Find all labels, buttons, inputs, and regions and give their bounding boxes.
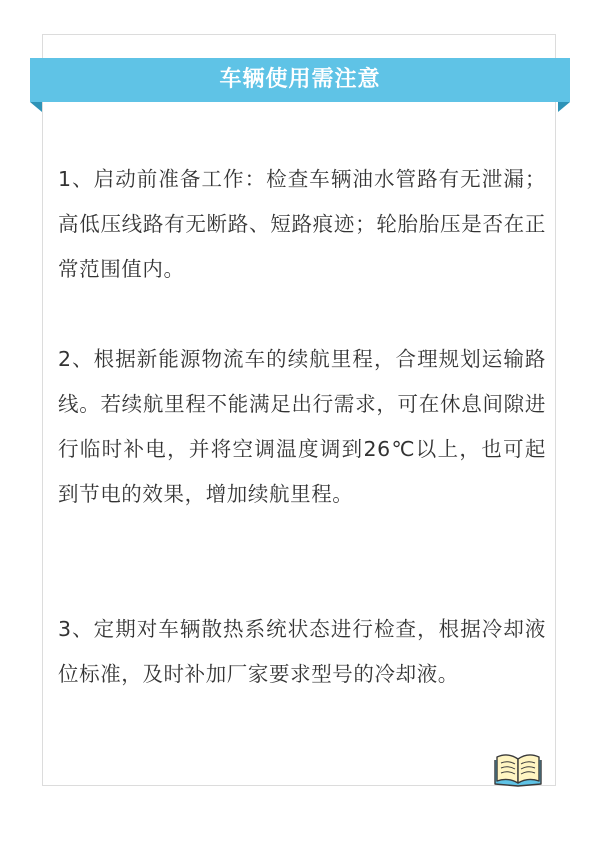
paragraph-1: 1、启动前准备工作：检查车辆油水管路有无泄漏；高低压线路有无断路、短路痕迹；轮胎胎压是否在正常范围值内。: [58, 167, 546, 281]
banner-fold-right: [558, 102, 570, 112]
banner-fold-left: [30, 102, 42, 112]
open-book-icon: [492, 748, 544, 788]
paragraph-3: 3、定期对车辆散热系统状态进行检查，根据冷却液位标准，及时补加厂家要求型号的冷却液。: [58, 617, 546, 686]
paragraph-2: 2、根据新能源物流车的续航里程，合理规划运输路线。若续航里程不能满足出行需求，可在休息间隙进行临时补电，并将空调温度调到26℃以上，也可起到节电的效果，增加续航里程。: [58, 347, 546, 506]
page-title: 车辆使用需注意: [219, 67, 381, 92]
